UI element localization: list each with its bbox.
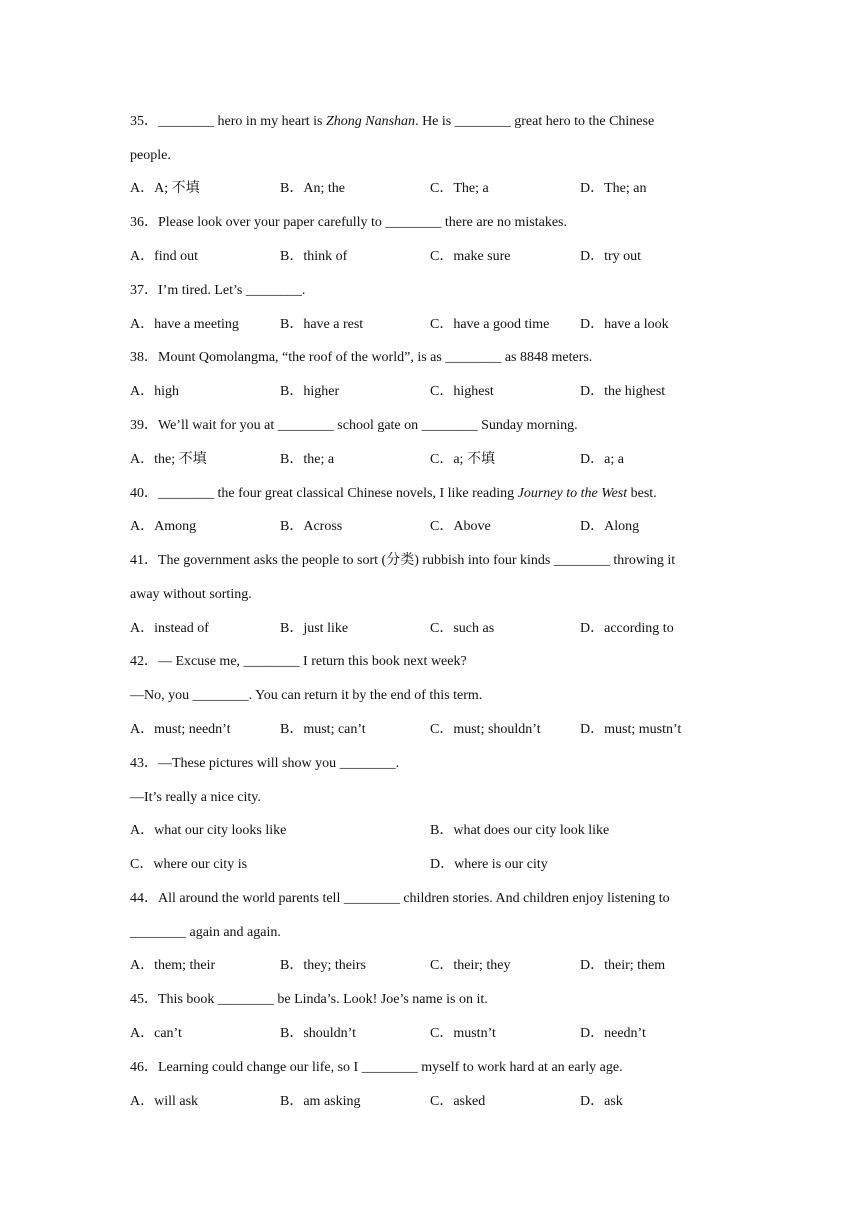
option-a: A．Among	[130, 519, 197, 534]
option-c: C．a; 不填	[430, 452, 495, 467]
option-a: A．have a meeting	[130, 317, 239, 332]
option-a: A．instead of	[130, 621, 209, 636]
option-a: A．A; 不填	[130, 181, 200, 196]
option-b: B．Across	[280, 519, 343, 534]
option-b: B．what does our city look like	[430, 823, 610, 838]
question-44-line-1: 44．All around the world parents tell ________ children stories. And children enjoy listening to	[130, 891, 670, 906]
question-42-line-2: —No, you ________. You can return it by the end of this term.	[130, 688, 483, 703]
option-d: D．where is our city	[430, 857, 548, 872]
option-d: D．must; mustn’t	[580, 722, 682, 737]
option-a: A．what our city looks like	[130, 823, 287, 838]
question-40-line-1: 40．________ the four great classical Chinese novels, I like reading Journey to the West best.	[130, 486, 657, 501]
option-b: B．have a rest	[280, 317, 364, 332]
question-36-line-1: 36．Please look over your paper carefully to ________ there are no mistakes.	[130, 215, 567, 230]
question-46-line-1: 46．Learning could change our life, so I ________ myself to work hard at an early age.	[130, 1060, 623, 1075]
question-43-line-1: 43．—These pictures will show you ________.	[130, 756, 400, 771]
italic-title: Journey to the West	[517, 486, 628, 501]
option-a: A．them; their	[130, 958, 216, 973]
option-c: C．The; a	[430, 181, 489, 196]
option-c: C．asked	[430, 1094, 486, 1109]
option-c: C．mustn’t	[430, 1026, 496, 1041]
option-d: D．ask	[580, 1094, 623, 1109]
option-c: C．their; they	[430, 958, 511, 973]
question-41-line-2: away without sorting.	[130, 587, 252, 602]
option-d: D．their; them	[580, 958, 666, 973]
italic-name: Zhong Nanshan	[325, 114, 416, 129]
option-b: B．think of	[280, 249, 348, 264]
question-38-line-1: 38．Mount Qomolangma, “the roof of the world”, is as ________ as 8848 meters.	[130, 350, 593, 365]
question-37-line-1: 37．I’m tired. Let’s ________.	[130, 283, 306, 298]
question-45-line-1: 45．This book ________ be Linda’s. Look! Joe’s name is on it.	[130, 992, 488, 1007]
question-41-line-1: 41．The government asks the people to sort (分类) rubbish into four kinds ________ throwing it	[130, 553, 676, 568]
option-a: A．can’t	[130, 1026, 182, 1041]
option-b: B．just like	[280, 621, 349, 636]
question-42-line-1: 42．— Excuse me, ________ I return this book next week?	[130, 654, 467, 669]
option-d: D．the highest	[580, 384, 666, 399]
option-b: B．higher	[280, 384, 340, 399]
option-c: C．where our city is	[130, 857, 248, 872]
option-d: D．needn’t	[580, 1026, 646, 1041]
option-c: C．must; shouldn’t	[430, 722, 541, 737]
question-35-line-2: people.	[130, 148, 171, 163]
option-b: B．must; can’t	[280, 722, 366, 737]
option-a: A．must; needn’t	[130, 722, 231, 737]
option-a: A．will ask	[130, 1094, 199, 1109]
option-c: C．Above	[430, 519, 491, 534]
option-b: B．am asking	[280, 1094, 361, 1109]
option-c: C．have a good time	[430, 317, 550, 332]
option-d: D．a; a	[580, 452, 624, 467]
question-44-line-2: ________ again and again.	[130, 925, 281, 940]
option-a: A．high	[130, 384, 179, 399]
option-d: D．have a look	[580, 317, 669, 332]
question-39-line-1: 39．We’ll wait for you at ________ school gate on ________ Sunday morning.	[130, 418, 578, 433]
question-43-line-2: —It’s really a nice city.	[130, 790, 261, 805]
option-d: D．according to	[580, 621, 674, 636]
option-b: B．An; the	[280, 181, 345, 196]
option-c: C．such as	[430, 621, 495, 636]
option-a: A．the; 不填	[130, 452, 207, 467]
option-c: C．make sure	[430, 249, 511, 264]
option-a: A．find out	[130, 249, 199, 264]
option-d: D．Along	[580, 519, 640, 534]
option-b: B．shouldn’t	[280, 1026, 356, 1041]
option-d: D．The; an	[580, 181, 647, 196]
option-b: B．the; a	[280, 452, 335, 467]
question-35-line-1: 35．________ hero in my heart is Zhong Nanshan. He is ________ great hero to the Chinese	[130, 114, 655, 129]
option-b: B．they; theirs	[280, 958, 366, 973]
option-c: C．highest	[430, 384, 494, 399]
option-d: D．try out	[580, 249, 642, 264]
